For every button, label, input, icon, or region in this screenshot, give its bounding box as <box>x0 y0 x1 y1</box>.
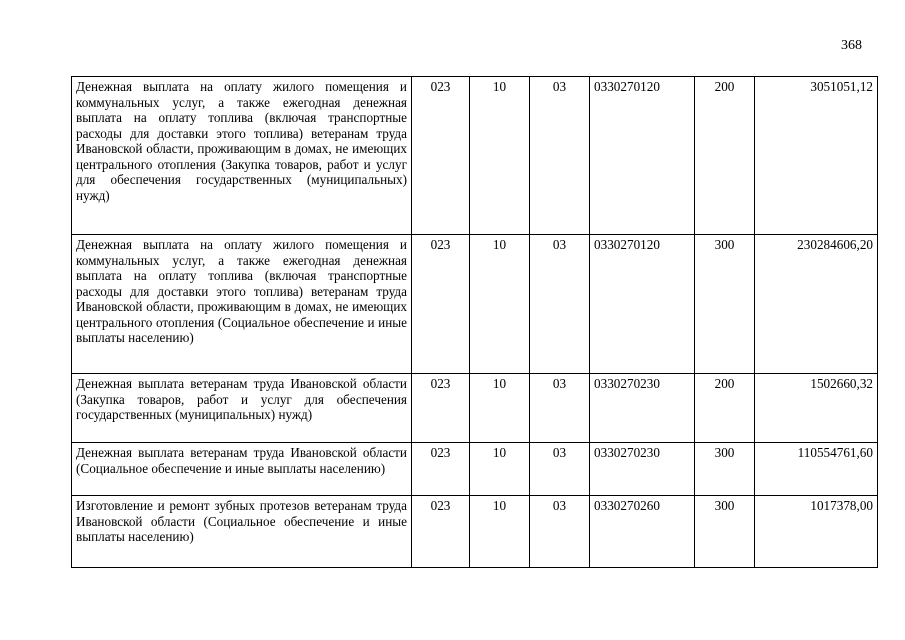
ministry-code: 023 <box>412 374 470 443</box>
table-row <box>72 374 878 443</box>
target-article-code: 0330270230 <box>590 443 695 496</box>
row-description: Денежная выплата на оплату жилого помещения и коммунальных услуг, а также ежегодная денежная выплата на оплату топлива (включая транспортные расходы для доставки этого топлива) ветеранам труда Ивановской области, проживающим в домах, не имеющих центрального отопления (Социальное обеспечение и иные выплаты населению) <box>72 235 412 374</box>
target-article-code: 0330270260 <box>590 496 695 568</box>
row-description: Изготовление и ремонт зубных протезов ветеранам труда Ивановской области (Социальное обеспечение и иные выплаты населению) <box>72 496 412 568</box>
expense-type-code: 300 <box>695 443 755 496</box>
table-row <box>72 235 878 374</box>
table-row <box>72 496 878 568</box>
subsection-code: 03 <box>530 77 590 235</box>
target-article-code: 0330270230 <box>590 374 695 443</box>
amount-value: 110554761,60 <box>755 443 878 496</box>
expense-type-code: 200 <box>695 77 755 235</box>
amount-value: 1502660,32 <box>755 374 878 443</box>
amount-value: 1017378,00 <box>755 496 878 568</box>
subsection-code: 03 <box>530 374 590 443</box>
budget-table <box>71 76 878 568</box>
table-row <box>72 77 878 235</box>
expense-type-code: 200 <box>695 374 755 443</box>
table-row <box>72 443 878 496</box>
ministry-code: 023 <box>412 496 470 568</box>
subsection-code: 03 <box>530 235 590 374</box>
section-code: 10 <box>470 77 530 235</box>
ministry-code: 023 <box>412 77 470 235</box>
target-article-code: 0330270120 <box>590 235 695 374</box>
section-code: 10 <box>470 443 530 496</box>
ministry-code: 023 <box>412 235 470 374</box>
amount-value: 230284606,20 <box>755 235 878 374</box>
page-number: 368 <box>841 38 862 53</box>
amount-value: 3051051,12 <box>755 77 878 235</box>
expense-type-code: 300 <box>695 496 755 568</box>
ministry-code: 023 <box>412 443 470 496</box>
section-code: 10 <box>470 235 530 374</box>
row-description: Денежная выплата ветеранам труда Ивановской области (Социальное обеспечение и иные выплаты населению) <box>72 443 412 496</box>
row-description: Денежная выплата ветеранам труда Ивановской области (Закупка товаров, работ и услуг для обеспечения государственных (муниципальных) нужд) <box>72 374 412 443</box>
subsection-code: 03 <box>530 443 590 496</box>
row-description: Денежная выплата на оплату жилого помещения и коммунальных услуг, а также ежегодная денежная выплата на оплату топлива (включая транспортные расходы для доставки этого топлива) ветеранам труда Ивановской области, проживающим в домах, не имеющих центрального отопления (Закупка товаров, работ и услуг для обеспечения государственных (муниципальных) нужд) <box>72 77 412 235</box>
section-code: 10 <box>470 496 530 568</box>
section-code: 10 <box>470 374 530 443</box>
target-article-code: 0330270120 <box>590 77 695 235</box>
subsection-code: 03 <box>530 496 590 568</box>
expense-type-code: 300 <box>695 235 755 374</box>
